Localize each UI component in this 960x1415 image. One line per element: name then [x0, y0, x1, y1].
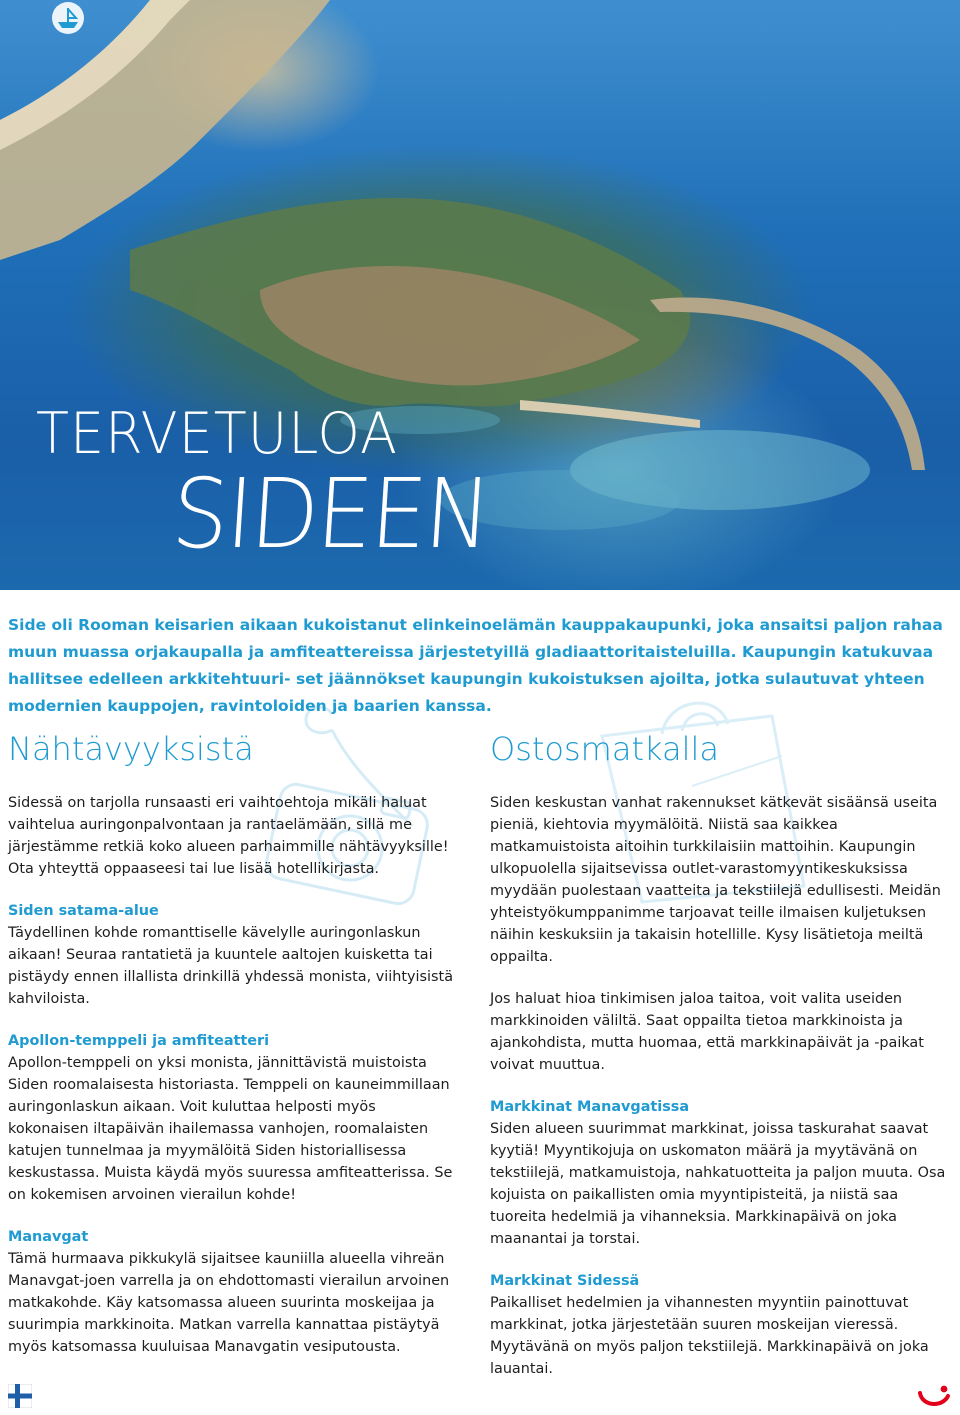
- hero-image: [0, 0, 960, 590]
- manavgat-market-text: Siden alueen suurimmat markkinat, joissa taskurahat saavat kyytiä! Myyntikojuja on uskomaton määrä ja myytävänä on tekstiilejä, matkamuistoja, nahkatuotteita ja paljon muuta. Osa kojuista on paikallisten omia myyntipisteitä, ja niistä saa tuoreita hedelmiä ja vihanneksia. Markkinapäivä on joka maanantai ja torstai.: [490, 1121, 946, 1247]
- harbour-text: Täydellinen kohde romanttiselle kävelylle auringonlaskun aikaan! Seuraa rantatietä ja kuuntele aaltojen kuisketta tai pistäydy ennen illallista drinkillä yhdessä monista, viihtyisistä kahviloista.: [8, 925, 454, 1007]
- shopping-paragraph-1: Siden keskustan vanhat rakennukset kätkevät sisäänsä useita pieniä, kiehtovia myymälöitä. Niistä saa kaikkea matkamuistoista aitoihin turkkilaisiin mattoihin. Kaupungin ulkopuolella sijaitsevissa outlet-varastomyyntikeskuksissa myydään puolestaan vaatteita ja tekstiilejä edullisesti. Meidän yhteistyökumppanimme tarjoavat teille ilmaisen kuljetuksen näihin keskuksiin ja takaisin hotellille. Kysy lisätietoja meiltä oppailta.: [490, 795, 941, 965]
- manavgat-market-title: Markkinat Manavgatissa: [490, 1099, 690, 1115]
- shopping-paragraph-2: Jos haluat hioa tinkimisen jaloa taitoa, voit valita useiden markkinoiden väliltä. Saat oppailta tietoa markkinoista ja ajankohdista, mutta huomaa, että markkinapäivät ja -paikat voivat muuttua.: [490, 991, 924, 1073]
- hero-title-line1: TERVETULOA: [36, 400, 398, 467]
- intro-paragraph: Side oli Rooman keisarien aikaan kukoistanut elinkeinoelämän kauppakaupunki, joka ansaitsi paljon rahaa muun muassa orjakaupalla ja amfiteattereissa järjestetyillä gladiaattoritaisteluilla. Kaupungin katukuvaa hallitsee edelleen arkkitehtuuri- set jäännökset kaupungin kukoistuksen ajoilta, jotka sulautuvat yhteen modernien kauppojen, ravintoloiden ja baarien kanssa.: [8, 616, 943, 715]
- shopping-heading: Ostosmatkalla: [490, 730, 719, 768]
- manavgat-text: Tämä hurmaava pikkukylä sijaitsee kauniilla alueella vihreän Manavgat-joen varrella ja on ehdottomasti vierailun arvoinen matkakohde. Käy katsomassa alueen suurinta moskeijaa ja suurimpia markkinoita. Matkan varrella kannattaa pistäytyä myös katsomassa kuuluisaa Manavgatin vesiputousta.: [8, 1251, 450, 1355]
- manavgat-title: Manavgat: [8, 1229, 89, 1245]
- side-market-title: Markkinat Sidessä: [490, 1273, 640, 1289]
- apollo-text: Apollon-temppeli on yksi monista, jännittävistä muistoista Siden roomalaisesta historiasta. Temppeli on kauneimmillaan auringonlaskun aikaan. Voit kuluttaa helposti myös kokonaisen iltapäivän ihailemassa vanhojen, roomalaisten katujen tunnelmaa ja myymälöitä Siden historiallisessa keskustassa. Muista käydä myös suuressa amfiteatterissa. Se on kokemisen arvoinen vierailun kohde!: [8, 1055, 453, 1203]
- finland-flag-icon: [8, 1384, 32, 1408]
- sights-heading: Nähtävyyksistä: [8, 730, 254, 768]
- hero-title-line2: SIDEEN: [168, 458, 493, 570]
- side-market-text: Paikalliset hedelmien ja vihannesten myyntiin painottuvat markkinat, jotka järjestetään suuren moskeijan vieressä. Myytävänä on myös paljon tekstiilejä. Markkinapäivä on joka lauantai.: [490, 1295, 929, 1377]
- apollo-title: Apollon-temppeli ja amfiteatteri: [8, 1033, 270, 1049]
- sights-column: [8, 726, 456, 1358]
- sights-intro: Sidessä on tarjolla runsaasti eri vaihtoehtoja mikäli haluat vaihtelua auringonpalvontaan ja rantaelämään, sillä me järjestämme retkiä koko alueen parhaimmille nähtävyyksille! Ota yhteyttä oppaaseesi tai lue lisää hotellikirjasta.: [8, 795, 449, 877]
- harbour-title: Siden satama-alue: [8, 903, 159, 919]
- tui-smile-logo-icon: [916, 1384, 952, 1410]
- shopping-column: [490, 726, 948, 1380]
- ship-logo-icon: [0, 0, 88, 46]
